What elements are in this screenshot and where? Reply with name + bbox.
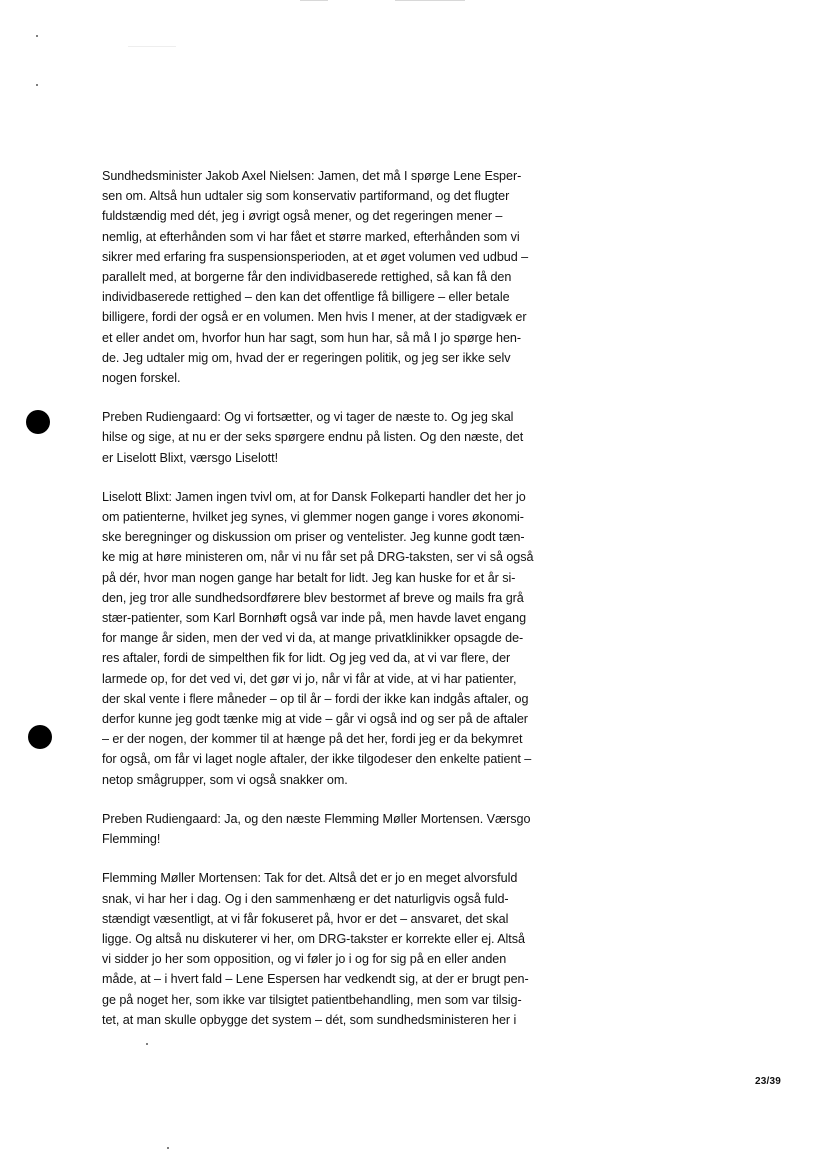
- paragraph-liselott-blixt: Liselott Blixt: Jamen ingen tvivl om, at for Dansk Folkeparti handler det her jo om patienterne, hvilket jeg synes, vi glemmer nogen gange i vores økonomi- ske beregninger og diskussion om priser og ventelister. Jeg kunne godt tæn- ke mig at høre ministeren om, når vi nu får set på DRG-taksten, ser vi så også på dér, hvor man nogen gange har betalt for lidt. Jeg kan huske for et år si- den, jeg tror alle sundhedsordførere blev bestormet af breve og mails fra grå stær-patienter, som Karl Bornhøft også var inde på, men havde lavet engang for mange år siden, men der ved vi da, at mange privatklinikker opsagde de- res aftaler, fordi de simpelthen fik for lidt. Og jeg ved da, at vi var flere, der larmede op, for det ved vi, det gør vi jo, når vi får at vide, at vi har patienter, der skal vente i flere måneder – op til år – fordi der ikke kan indgås aftaler, og derfor kunne jeg godt tænke mig at vide – går vi også ind og ser på de aftaler – er der nogen, der kommer til at hænge på det her, fordi jeg er da bekymret for også, om får vi laget nogle aftaler, der ikke tilgodeser den enkelte patient – netop smågrupper, som vi også snakker om.: [102, 489, 534, 787]
- document-body: [102, 166, 584, 1049]
- scan-speck: [36, 35, 38, 37]
- paragraph-moderator-next-flemming: Preben Rudiengaard: Ja, og den næste Flemming Møller Mortensen. Værsgo Flemming!: [102, 811, 531, 847]
- scan-speck: [167, 1147, 169, 1149]
- scan-artifact: [128, 46, 176, 47]
- scan-artifact: [395, 0, 465, 1]
- paragraph-moderator-next-two: Preben Rudiengaard: Og vi fortsætter, og vi tager de næste to. Og jeg skal hilse og sige, at nu er der seks spørgere endnu på listen. Og den næste, det er Liselott Blixt, værsgo Liselott!: [102, 410, 524, 465]
- page-number: 23/39: [754, 1076, 781, 1087]
- scan-speck: [36, 84, 38, 86]
- punch-hole-top: [26, 410, 50, 434]
- punch-hole-bottom: [28, 725, 52, 749]
- scan-artifact: [300, 0, 328, 1]
- paragraph-minister-answer: Sundhedsminister Jakob Axel Nielsen: Jamen, det må I spørge Lene Esper- sen om. Altså hun udtaler sig som konservativ partiformand, og det flugter fuldstændig med dét, jeg i øvrigt også mener, og det regeringen mener – nemlig, at efterhånden som vi har fået et større marked, efterhånden som vi sikrer med erfaring fra suspensionsperioden, at et øget volumen ved udbud – parallelt med, at borgerne får den individbaserede rettighed, så kan få den individbaserede rettighed – den kan det offentlige få billigere – eller betale billigere, fordi der også er en volumen. Men hvis I mener, at der stadigvæk er et eller andet om, hvorfor hun har sagt, som hun har, så må I jo spørge hen- de. Jeg udtaler mig om, hvad der er regeringen politik, og jeg ser ikke selv nogen forskel.: [102, 169, 529, 386]
- paragraph-flemming-moller-mortensen: Flemming Møller Mortensen: Tak for det. Altså det er jo en meget alvorsfuld snak, vi har her i dag. Og i den sammenhæng er det naturligvis også fuld- stændigt væsentligt, at vi får fokuseret på, hvor er det – ansvaret, det skal ligge. Og altså nu diskuterer vi her, om DRG-takster er korrekte eller ej. Altså vi sidder jo her som opposition, og vi føler jo i og for sig på en eller anden måde, at – i hvert fald – Lene Espersen har vedkendt sig, at der er brugt pen- ge på noget her, som ikke var tilsigtet patientbehandling, men som var tilsig- tet, at man skulle opbygge det system – dét, som sundhedsministeren her i: [102, 871, 529, 1027]
